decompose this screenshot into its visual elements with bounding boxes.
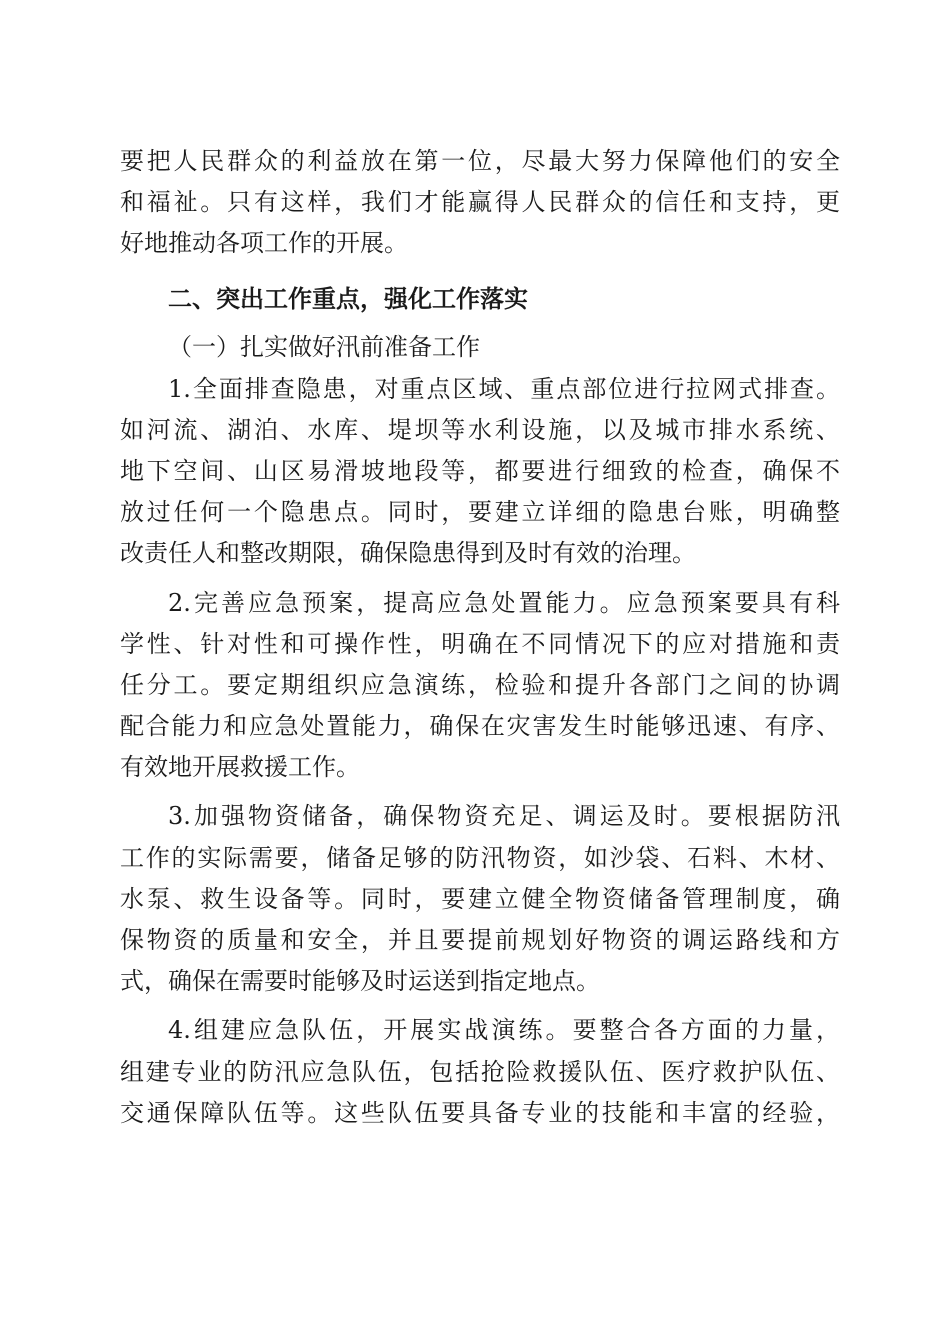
item-3-paragraph — [120, 796, 840, 1002]
paragraph-line: 有效地开展救援工作。 — [120, 753, 360, 782]
paragraph-line: 水泵、救生设备等。同时，要建立健全物资储备管理制度，确 — [120, 884, 840, 913]
paragraph-line: 如河流、湖泊、水库、堤坝等水利设施，以及城市排水系统、 — [120, 415, 840, 444]
item-1-paragraph — [120, 369, 840, 575]
intro-paragraph — [120, 141, 840, 265]
subsection-heading: （一）扎实做好汛前准备工作 — [168, 332, 480, 361]
paragraph-line: 学性、针对性和可操作性，明确在不同情况下的应对措施和责 — [120, 629, 840, 658]
paragraph-line: 1.全面排查隐患，对重点区域、重点部位进行拉网式排查。 — [168, 374, 840, 403]
paragraph-line: 地下空间、山区易滑坡地段等，都要进行细致的检查，确保不 — [120, 456, 840, 485]
paragraph-line: 要把人民群众的利益放在第一位，尽最大努力保障他们的安全 — [120, 147, 840, 175]
paragraph-line: 4.组建应急队伍，开展实战演练。要整合各方面的力量， — [168, 1016, 840, 1045]
paragraph-line: 组建专业的防汛应急队伍，包括抢险救援队伍、医疗救护队伍、 — [120, 1057, 840, 1086]
paragraph-line: 好地推动各项工作的开展。 — [120, 229, 408, 258]
paragraph-line: 2.完善应急预案，提高应急处置能力。应急预案要具有科 — [168, 588, 840, 617]
paragraph-line: 保物资的质量和安全，并且要提前规划好物资的调运路线和方 — [120, 926, 840, 954]
paragraph-line: 式，确保在需要时能够及时运送到指定地点。 — [120, 967, 600, 996]
paragraph-line: 交通保障队伍等。这些队伍要具备专业的技能和丰富的经验， — [120, 1098, 840, 1127]
paragraph-line: 3.加强物资储备，确保物资充足、调运及时。要根据防汛 — [168, 802, 840, 831]
paragraph-line: 改责任人和整改期限，确保隐患得到及时有效的治理。 — [120, 539, 696, 568]
item-2-paragraph — [120, 583, 840, 789]
paragraph-line: 和福祉。只有这样，我们才能赢得人民群众的信任和支持，更 — [120, 188, 840, 217]
paragraph-line: 任分工。要定期组织应急演练，检验和提升各部门之间的协调 — [120, 670, 840, 699]
document-body — [120, 141, 840, 1134]
paragraph-line: 放过任何一个隐患点。同时，要建立详细的隐患台账，明确整 — [120, 498, 840, 527]
section-heading: 二、突出工作重点，强化工作落实 — [168, 284, 528, 313]
paragraph-line: 工作的实际需要，储备足够的防汛物资，如沙袋、石料、木材、 — [120, 843, 840, 872]
item-4-paragraph — [120, 1010, 840, 1134]
paragraph-line: 配合能力和应急处置能力，确保在灾害发生时能够迅速、有序、 — [120, 712, 840, 741]
